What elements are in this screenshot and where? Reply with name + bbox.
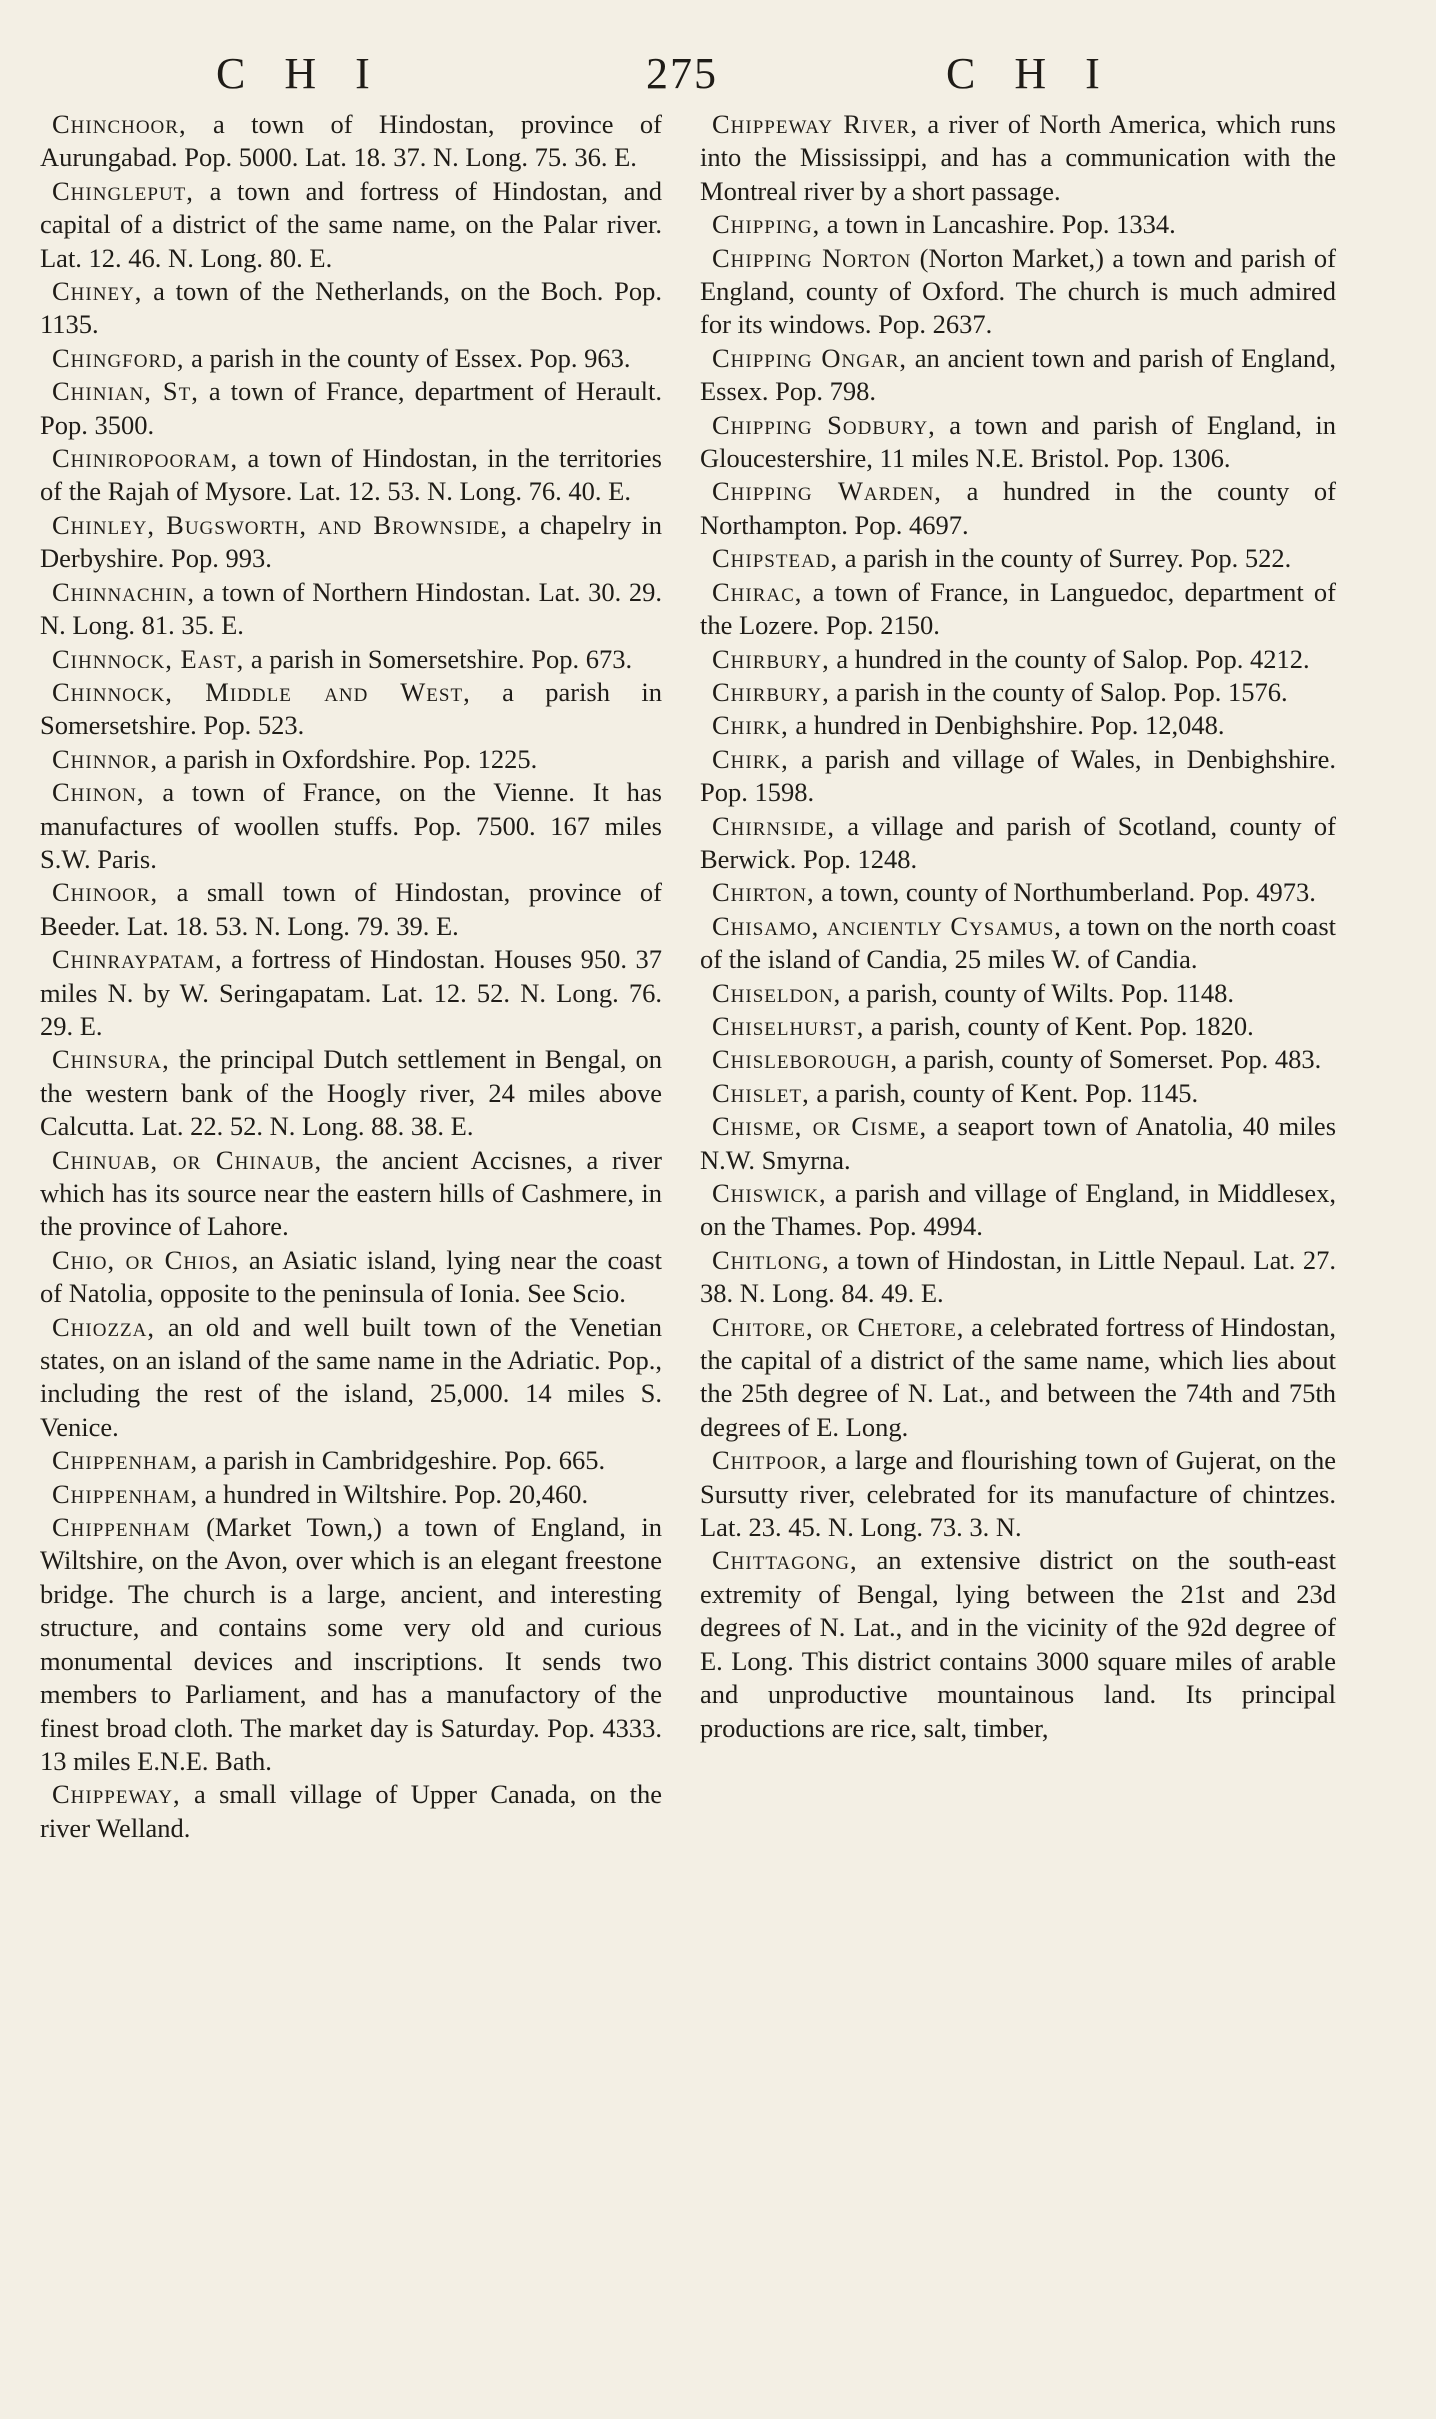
gazetteer-entry [700, 1244, 1336, 1311]
gazetteer-entry [700, 977, 1336, 1010]
entry-text: an Asiatic island, lying near the coast of Natolia, opposite to the peninsula of Ionia. See Scio. [40, 1244, 662, 1309]
entry-headword: Chinnachin, [52, 576, 195, 607]
entry-headword: Chinsura, [52, 1044, 170, 1075]
entry-text: a town of France, in Languedoc, department of the Lozere. Pop. 2150. [700, 576, 1336, 641]
header-right-guideword: C H I [946, 49, 1114, 98]
gazetteer-entry [700, 409, 1336, 476]
entry-text: a town on the north coast of the island of Candia, 25 miles W. of Candia. [700, 910, 1336, 975]
gazetteer-entry [700, 242, 1336, 342]
entry-text: a parish in the county of Salop. Pop. 1576. [829, 676, 1288, 707]
entry-text: a town of Hindostan, in Little Nepaul. Lat. 27. 38. N. Long. 84. 49. E. [700, 1244, 1336, 1309]
page-header [0, 48, 1436, 100]
gazetteer-entry [40, 509, 662, 576]
gazetteer-entry [700, 1043, 1336, 1076]
entry-headword: Chinnock, Middle and West, [52, 676, 471, 707]
entry-text: a parish in Somersetshire. Pop. 523. [40, 676, 662, 741]
entry-headword: Chirk, [712, 743, 789, 774]
entry-text: a parish, county of Kent. Pop. 1145. [809, 1077, 1199, 1108]
entry-text: a river of North America, which runs into the Mississippi, and has a communication with the Montreal river by a short passage. [700, 109, 1336, 206]
gazetteer-entry [700, 643, 1336, 676]
entry-headword: Chittagong, [712, 1545, 858, 1576]
entry-headword: Chipping, [712, 209, 821, 240]
entry-text: (Norton Market,) a town and parish of England, county of Oxford. The church is much admired for its windows. Pop. 2637. [700, 242, 1336, 340]
entry-text: a town and parish of England, in Gloucestershire, 11 miles N.E. Bristol. Pop. 1306. [700, 409, 1336, 474]
gazetteer-entry [40, 576, 662, 643]
entry-text: a town of Hindostan, province of Aurungabad. Pop. 5000. Lat. 18. 37. N. Long. 75. 36. E. [40, 109, 662, 173]
entry-text: the principal Dutch settlement in Bengal, on the western bank of the Hoogly river, 24 miles above Calcutta. Lat. 22. 52. N. Long. 88. 38. E. [40, 1044, 662, 1142]
entry-headword: Chinoor, [52, 877, 159, 908]
gazetteer-entry [700, 1110, 1336, 1177]
gazetteer-entry [40, 876, 662, 943]
gazetteer-entry [700, 1444, 1336, 1544]
entry-headword: Chippenham, [52, 1445, 199, 1476]
right-column [700, 108, 1336, 1745]
entry-text: a parish in Oxfordshire. Pop. 1225. [158, 743, 538, 774]
gazetteer-entry [40, 108, 662, 175]
gazetteer-entry [700, 1311, 1336, 1445]
gazetteer-entry [40, 1511, 662, 1778]
entry-headword: Chisme, or Cisme, [712, 1111, 928, 1142]
gazetteer-entry [40, 275, 662, 342]
entry-text: an extensive district on the south-east extremity of Bengal, lying between the 21st and 23d degrees of N. Lat., and in the vicinity of the 92d degree of E. Long. This district contains 3000 square miles of arable and unproductive mountainous land. Its principal productions are rice, salt, timber, [700, 1545, 1336, 1743]
gazetteer-entry [40, 175, 662, 275]
entry-text: a town of Hindostan, in the territories of the Rajah of Mysore. Lat. 12. 53. N. Long. 76. 40. E. [40, 443, 662, 507]
gazetteer-entry [40, 442, 662, 509]
entry-text: an ancient town and parish of England, Essex. Pop. 798. [700, 342, 1337, 407]
gazetteer-entry [40, 1043, 662, 1143]
gazetteer-entry [40, 1144, 662, 1244]
entry-headword: Chipping Warden, [712, 476, 942, 507]
entry-headword: Chinon, [52, 777, 145, 808]
entry-text: a seaport town of Anatolia, 40 miles N.W. Smyrna. [700, 1111, 1337, 1175]
entry-text: a village and parish of Scotland, county of Berwick. Pop. 1248. [700, 810, 1336, 874]
entry-text: a town of Northern Hindostan. Lat. 30. 29. N. Long. 81. 35. E. [40, 576, 662, 641]
entry-headword: Chiseldon, [712, 977, 842, 1008]
entry-headword: Chio, or Chios, [52, 1244, 240, 1275]
gazetteer-entry [700, 876, 1336, 909]
entry-headword: Chiney, [52, 276, 143, 307]
entry-text: a hundred in the county of Salop. Pop. 4212. [829, 643, 1310, 674]
entry-headword: Chipping Ongar, [712, 342, 908, 373]
gazetteer-entry [700, 676, 1336, 709]
gazetteer-entry [700, 1010, 1336, 1043]
entry-headword: Chiniropooram, [52, 443, 239, 474]
entry-headword: Chippenham, [52, 1478, 199, 1509]
entry-headword: Chingford, [52, 342, 185, 373]
entry-text: a chapelry in Derbyshire. Pop. 993. [40, 509, 662, 574]
entry-headword: Chinley, Bugsworth, and Brownside, [52, 509, 508, 540]
entry-headword: Chippeway, [52, 1779, 181, 1810]
entry-text: a town of the Netherlands, on the Boch. Pop. 1135. [40, 276, 662, 340]
gazetteer-entry [700, 1177, 1336, 1244]
entry-headword: Chinraypatam, [52, 944, 223, 975]
entry-text: a parish in Cambridgeshire. Pop. 665. [198, 1445, 606, 1476]
gazetteer-entry [700, 108, 1336, 208]
gazetteer-entry [700, 475, 1336, 542]
entry-text: a large and flourishing town of Gujerat, on the Sursutty river, celebrated for its manufacture of chintzes. Lat. 23. 45. N. Long. 73. 3. N. [700, 1445, 1336, 1543]
gazetteer-entry [40, 776, 662, 876]
gazetteer-entry [40, 1244, 662, 1311]
entry-headword: Chislet, [712, 1077, 810, 1108]
entry-headword: Chirton, [712, 877, 815, 908]
gazetteer-entry [700, 810, 1336, 877]
gazetteer-entry [40, 643, 662, 676]
entry-text: a parish, county of Somerset. Pop. 483. [898, 1044, 1322, 1075]
entry-headword: Chinchoor, [52, 109, 187, 139]
entry-headword: Chinuab, or Chinaub, [52, 1144, 323, 1175]
entry-text: a town and fortress of Hindostan, and capital of a district of the same name, on the Palar river. Lat. 12. 46. N. Long. 80. E. [40, 175, 662, 273]
entry-text: a hundred in Denbighshire. Pop. 12,048. [788, 710, 1225, 741]
entry-text: a hundred in the county of Northampton. Pop. 4697. [700, 476, 1336, 540]
entry-text: a parish in the county of Essex. Pop. 963. [184, 342, 631, 373]
entry-text: a parish and village of England, in Middlesex, on the Thames. Pop. 4994. [700, 1178, 1336, 1242]
entry-text: a town in Lancashire. Pop. 1334. [820, 209, 1176, 240]
entry-headword: Chirk, [712, 710, 789, 741]
entry-text: a town, county of Northumberland. Pop. 4973. [814, 877, 1316, 908]
header-left-guideword: C H I [216, 49, 384, 98]
entry-headword: Chirac, [712, 576, 803, 607]
entry-headword: Chippenham [52, 1512, 191, 1543]
gazetteer-entry [40, 1311, 662, 1445]
gazetteer-entry [40, 943, 662, 1043]
page-number: 275 [646, 49, 718, 98]
entry-text: a town of France, on the Vienne. It has manufactures of woollen stuffs. Pop. 7500. 167 miles S.W. Paris. [40, 777, 662, 874]
entry-headword: Chirbury, [712, 643, 830, 674]
entry-text: a small village of Upper Canada, on the river Welland. [40, 1779, 662, 1843]
entry-text: an old and well built town of the Venetian states, on an island of the same name in the Adriatic. Pop., including the rest of the island, 25,000. 14 miles S. Venice. [40, 1311, 662, 1442]
entry-headword: Chirnside, [712, 810, 835, 841]
gazetteer-entry [700, 542, 1336, 575]
entry-text: a parish in Somersetshire. Pop. 673. [244, 643, 633, 674]
entry-headword: Chitlong, [712, 1244, 830, 1275]
gazetteer-entry [700, 576, 1336, 643]
gazetteer-entry [700, 910, 1336, 977]
entry-text: the ancient Accisnes, a river which has its source near the eastern hills of Cashmere, in the province of Lahore. [40, 1144, 663, 1242]
entry-headword: Chingleput, [52, 175, 194, 206]
entry-headword: Chirbury, [712, 676, 830, 707]
entry-headword: Chitore, or Chetore, [712, 1311, 965, 1342]
entry-headword: Chiselhurst, [712, 1010, 865, 1041]
entry-text: a small town of Hindostan, province of Beeder. Lat. 18. 53. N. Long. 79. 39. E. [40, 877, 662, 941]
gazetteer-entry [40, 676, 662, 743]
entry-headword: Chisamo, anciently Cysamus, [712, 910, 1062, 941]
gazetteer-entry [700, 342, 1336, 409]
entry-headword: Chiozza, [52, 1311, 156, 1342]
entry-text: (Market Town,) a town of England, in Wiltshire, on the Avon, over which is an elegant freestone bridge. The church is a large, ancient, and interesting structure, and contains some very old and curious monumental devices and inscriptions. It sends two members to Parliament, and has a manufactory of the finest broad cloth. The market day is Saturday. Pop. 4333. 13 miles E.N.E. Bath. [40, 1512, 662, 1776]
entry-text: a parish and village of Wales, in Denbighshire. Pop. 1598. [700, 743, 1336, 808]
entry-text: a parish, county of Wilts. Pop. 1148. [841, 977, 1235, 1008]
entry-headword: Chinian, St, [52, 376, 199, 407]
entry-headword: Chiswick, [712, 1178, 827, 1208]
entry-text: a town of France, department of Herault. Pop. 3500. [40, 376, 662, 440]
entry-text: a celebrated fortress of Hindostan, the capital of a district of the same name, which lies about the 25th degree of N. Lat., and between the 74th and 75th degrees of E. Long. [700, 1311, 1336, 1442]
gazetteer-entry [700, 743, 1336, 810]
gazetteer-entry [40, 1778, 662, 1845]
gazetteer-entry [40, 743, 662, 776]
entry-headword: Cihnnock, East, [52, 643, 245, 674]
entry-headword: Chinnor, [52, 743, 159, 774]
entry-text: a fortress of Hindostan. Houses 950. 37 miles N. by W. Seringapatam. Lat. 12. 52. N. Long. 76. 29. E. [40, 944, 662, 1041]
gazetteer-entry [700, 1077, 1336, 1110]
entry-headword: Chipping Sodbury, [712, 409, 936, 440]
entry-text: a parish in the county of Surrey. Pop. 522. [838, 543, 1292, 574]
gazetteer-entry [40, 1478, 662, 1511]
gazetteer-entry [700, 709, 1336, 742]
entry-headword: Chippeway River, [712, 109, 918, 139]
left-column [40, 108, 662, 1845]
entry-headword: Chisleborough, [712, 1044, 899, 1075]
entry-headword: Chitpoor, [712, 1445, 828, 1476]
gazetteer-entry [40, 1444, 662, 1477]
gazetteer-entry [700, 208, 1336, 241]
gazetteer-entry [700, 1544, 1336, 1744]
entry-headword: Chipstead, [712, 543, 839, 574]
entry-text: a hundred in Wiltshire. Pop. 20,460. [198, 1478, 589, 1509]
entry-text: a parish, county of Kent. Pop. 1820. [864, 1010, 1254, 1041]
gazetteer-entry [40, 375, 662, 442]
gazetteer-entry [40, 342, 662, 375]
entry-headword: Chipping Norton [712, 242, 912, 273]
